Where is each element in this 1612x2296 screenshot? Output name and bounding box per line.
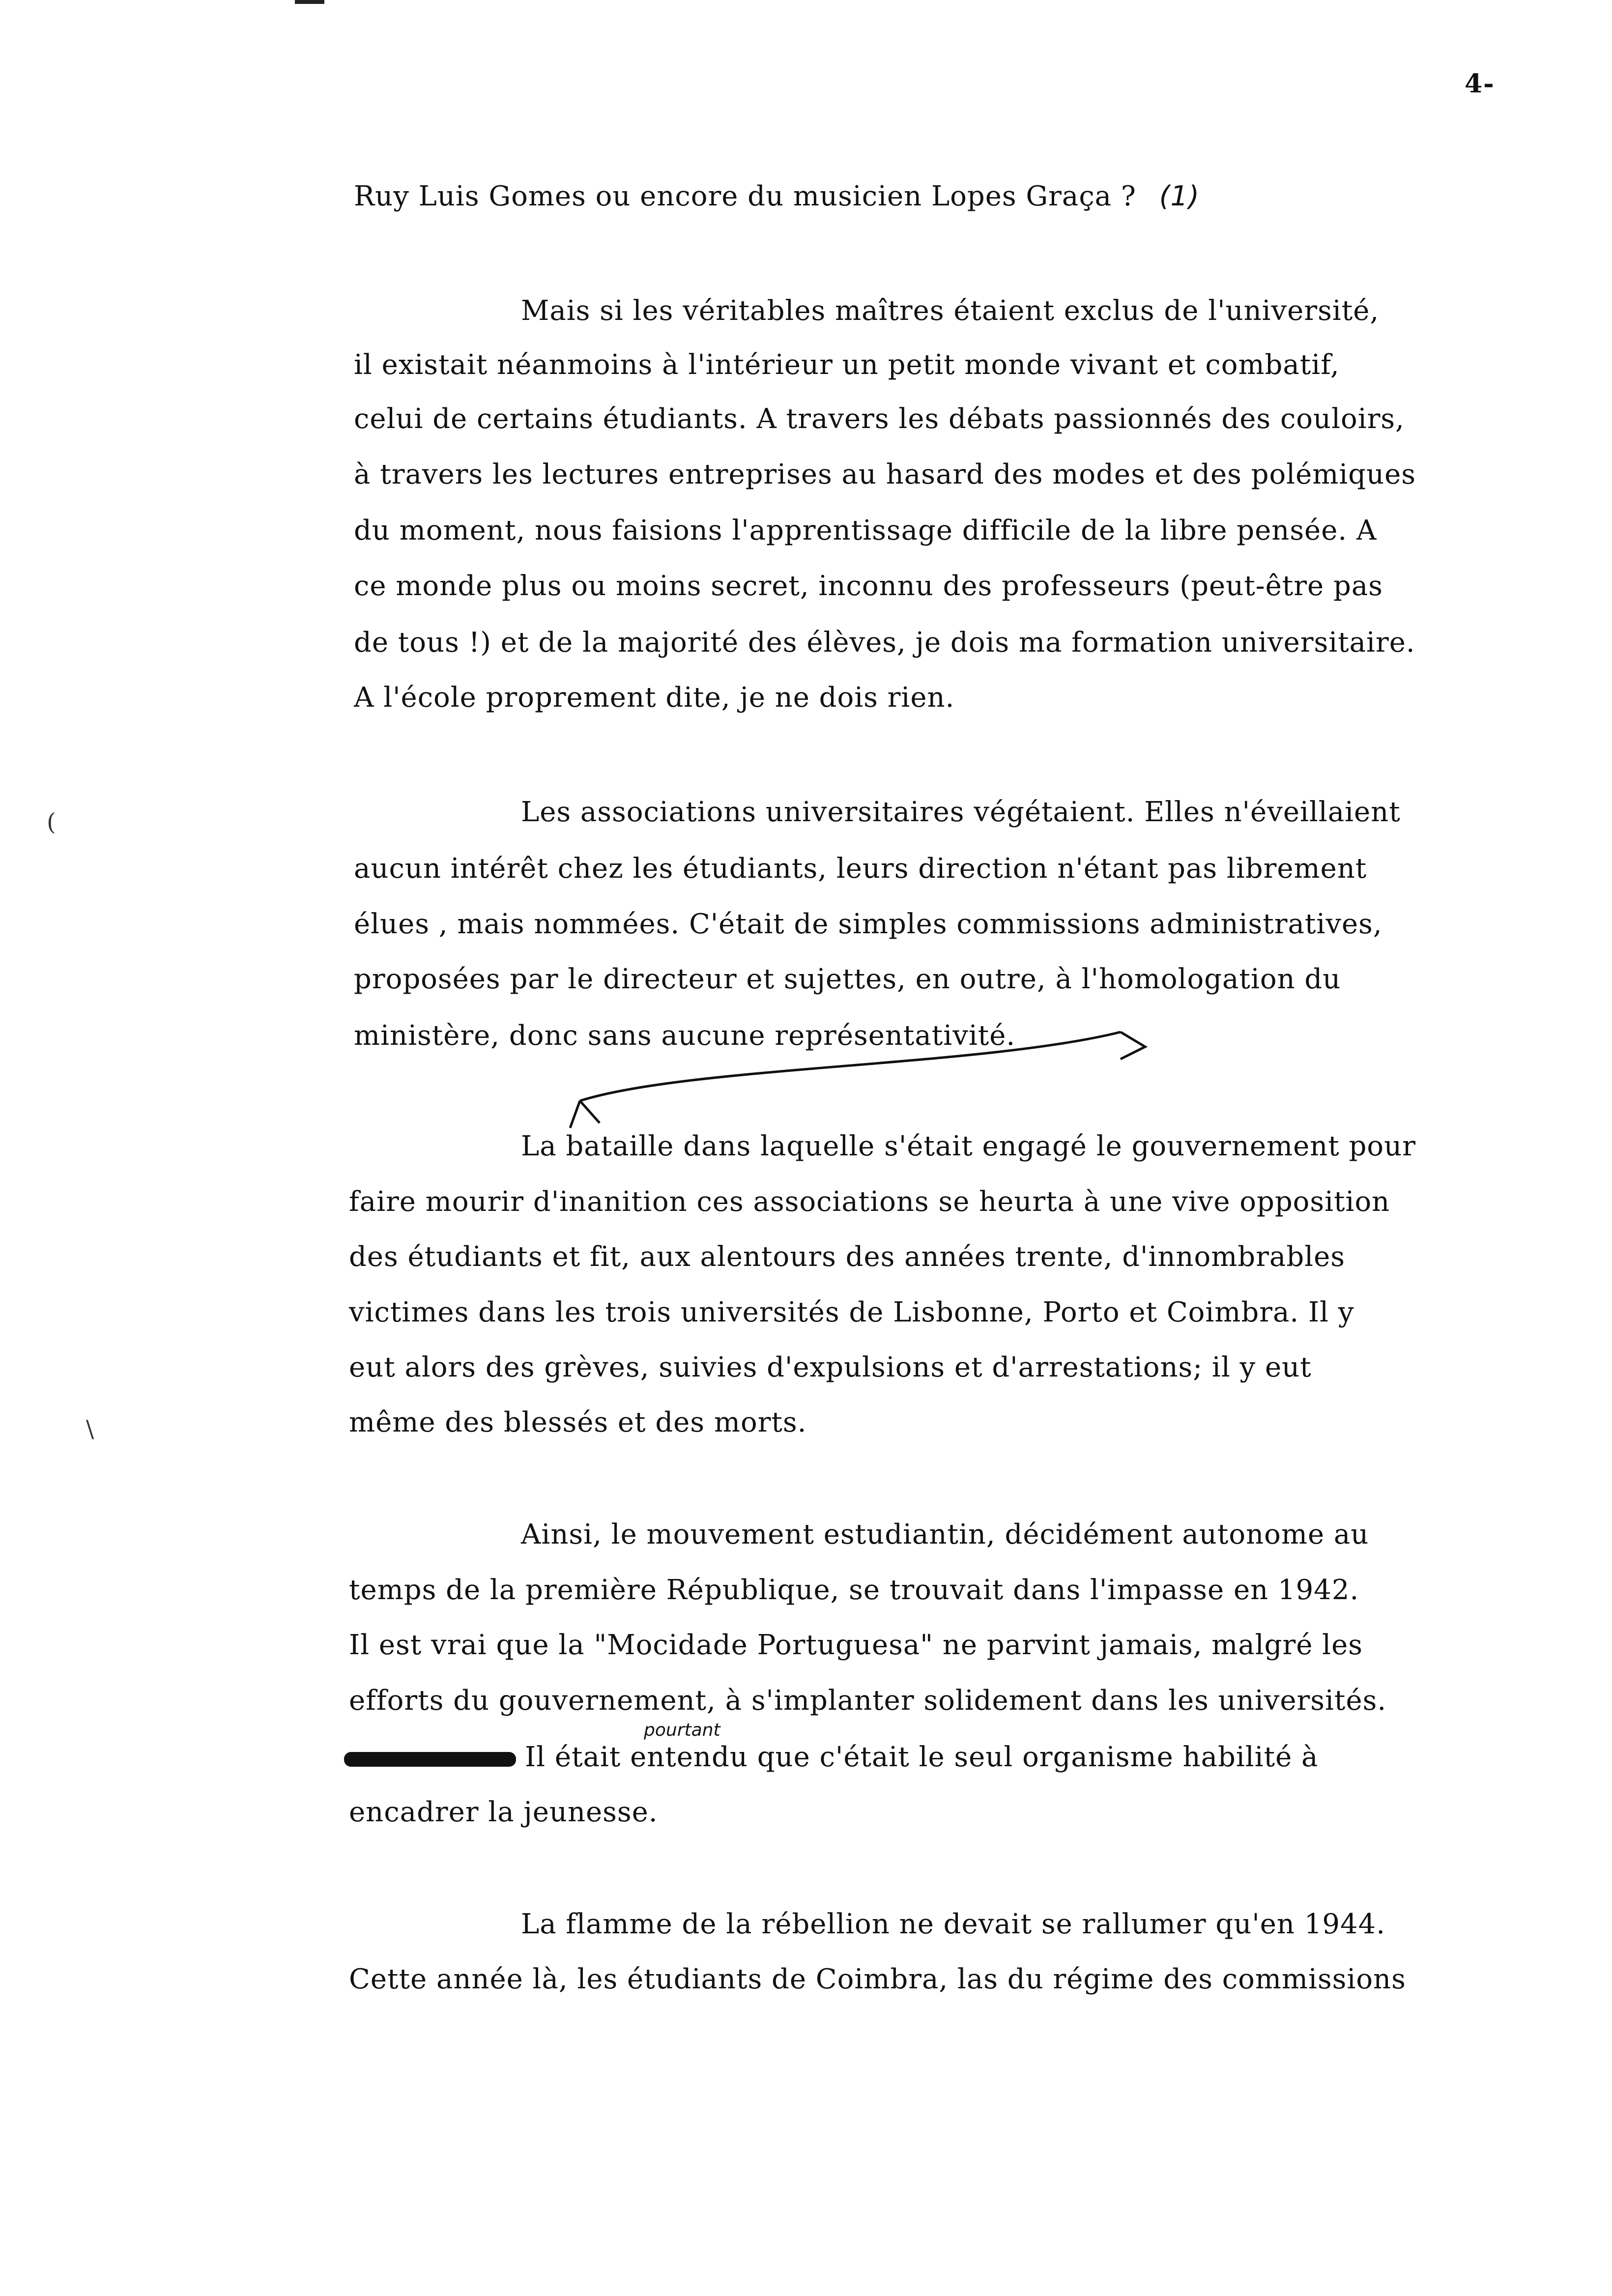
footnote-mark: (1) [1159, 180, 1200, 212]
text-line: des étudiants et fit, aux alentours des années trente, d'innombrables [349, 1241, 1345, 1273]
text-line [344, 1741, 1319, 1773]
scan-artifact-mark [295, 0, 324, 4]
struck-out-word [344, 1752, 516, 1767]
text-line: A l'école proprement dite, je ne dois rien. [354, 682, 955, 714]
text-line: élues , mais nommées. C'était de simples commissions administratives, [354, 908, 1382, 940]
text-line [354, 180, 1200, 212]
handwritten-insertion: pourtant [644, 1720, 720, 1740]
text-line: La flamme de la rébellion ne devait se rallumer qu'en 1944. [521, 1908, 1386, 1940]
text-line: de tous !) et de la majorité des élèves, je dois ma formation universitaire. [354, 627, 1415, 659]
line-text: Ruy Luis Gomes ou encore du musicien Lopes Graça ? [354, 180, 1136, 212]
text-line: même des blessés et des morts. [349, 1406, 807, 1438]
text-line: ministère, donc sans aucune représentativité. [354, 1020, 1016, 1052]
margin-mark: \ [86, 1415, 94, 1443]
text-line: à travers les lectures entreprises au hasard des modes et des polémiques [354, 459, 1416, 490]
text-line: aucun intérêt chez les étudiants, leurs direction n'étant pas librement [354, 853, 1367, 885]
text-line: victimes dans les trois universités de Lisbonne, Porto et Coimbra. Il y [349, 1296, 1354, 1328]
text-line: du moment, nous faisions l'apprentissage difficile de la libre pensée. A [354, 515, 1377, 546]
page-number: 4- [1465, 69, 1495, 99]
text-line: faire mourir d'inanition ces associations se heurta à une vive opposition [349, 1186, 1390, 1218]
text-line: efforts du gouvernement, à s'implanter solidement dans les universités. [349, 1685, 1387, 1717]
text-line: Les associations universitaires végétaient. Elles n'éveillaient [521, 796, 1401, 828]
text-line: Ainsi, le mouvement estudiantin, décidément autonome au [521, 1519, 1369, 1550]
text-line: La bataille dans laquelle s'était engagé le gouvernement pour [521, 1130, 1416, 1162]
text-line: celui de certains étudiants. A travers les débats passionnés des couloirs, [354, 403, 1405, 435]
margin-mark: ( [47, 808, 56, 836]
text-line: eut alors des grèves, suivies d'expulsions et d'arrestations; il y eut [349, 1351, 1312, 1383]
handwritten-arrow [541, 1012, 1155, 1140]
text-line: Cette année là, les étudiants de Coimbra, las du régime des commissions [349, 1963, 1406, 1995]
text-line: Il est vrai que la "Mocidade Portuguesa" ne parvint jamais, malgré les [349, 1629, 1363, 1661]
text-line: Mais si les véritables maîtres étaient exclus de l'université, [521, 295, 1380, 327]
text-line: encadrer la jeunesse. [349, 1796, 658, 1828]
text-line: il existait néanmoins à l'intérieur un petit monde vivant et combatif, [354, 349, 1340, 381]
text-line: ce monde plus ou moins secret, inconnu des professeurs (peut-être pas [354, 570, 1383, 602]
text-line: temps de la première République, se trouvait dans l'impasse en 1942. [349, 1574, 1359, 1606]
line-text: Il était entendu que c'était le seul organisme habilité à [525, 1741, 1319, 1773]
text-line: proposées par le directeur et sujettes, en outre, à l'homologation du [354, 963, 1341, 995]
